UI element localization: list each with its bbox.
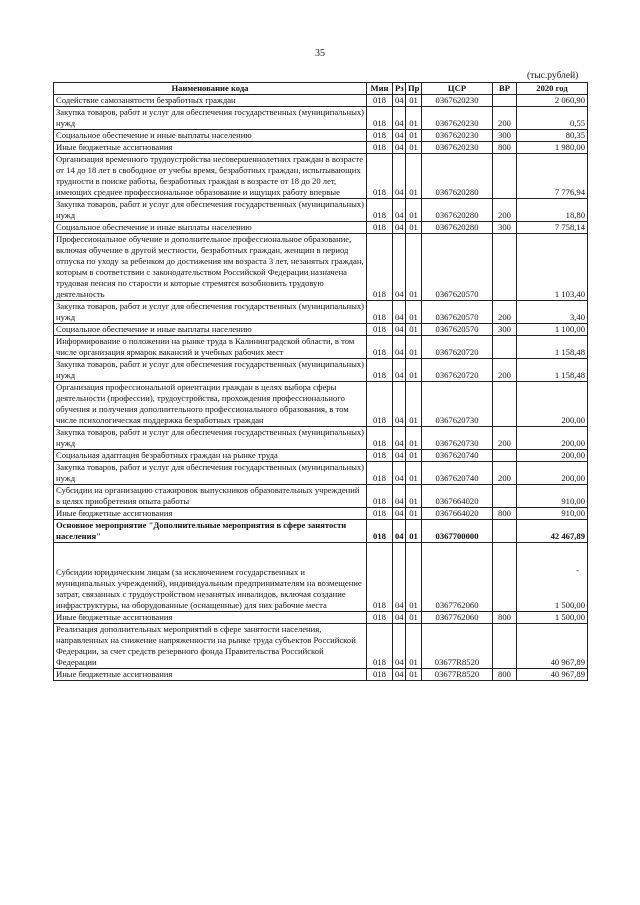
cell-name: Закупка товаров, работ и услуг для обеспечения государственных (муниципальных) нужд [54, 359, 367, 382]
cell-min: 018 [367, 107, 393, 130]
cell-amount: 910,00 [517, 508, 588, 520]
header-rz: Рз [393, 83, 406, 95]
units-note: (тыс.рублей) [527, 71, 579, 81]
cell-name: Информирование о положении на рынке труда в Калининградской области, в том числе организация ярмарок вакансий и учебных рабочих мест [54, 336, 367, 359]
cell-csr: 0367664020 [422, 485, 493, 508]
cell-csr: 03677R8520 [422, 624, 493, 669]
cell-vr: 200 [493, 359, 517, 382]
cell-min: 018 [367, 427, 393, 450]
cell-rz: 04 [393, 142, 406, 154]
cell-rz: 04 [393, 485, 406, 508]
cell-rz: 04 [393, 130, 406, 142]
header-csr: ЦСР [422, 83, 493, 95]
cell-amount: 1 103,40 [517, 234, 588, 301]
cell-min: 018 [367, 154, 393, 199]
table-row [54, 142, 588, 154]
cell-pr: 01 [406, 382, 422, 427]
cell-vr [493, 336, 517, 359]
header-min: Мин [367, 83, 393, 95]
cell-pr: 01 [406, 462, 422, 485]
table-row [54, 543, 588, 612]
cell-name: Закупка товаров, работ и услуг для обеспечения государственных (муниципальных) нужд [54, 107, 367, 130]
cell-name: Иные бюджетные ассигнования [54, 508, 367, 520]
cell-rz: 04 [393, 462, 406, 485]
cell-name: Реализация дополнительных мероприятий в сфере занятости населения, направленных на снижение напряженности на рынке труда субъектов Российской Федерации, за счет средств резервного фонда Правительства Российской Федерации [54, 624, 367, 669]
cell-csr: 0367620230 [422, 142, 493, 154]
cell-rz: 04 [393, 324, 406, 336]
table-row [54, 324, 588, 336]
cell-pr: 01 [406, 612, 422, 624]
header-vr: ВР [493, 83, 517, 95]
cell-min: 018 [367, 336, 393, 359]
cell-pr: 01 [406, 543, 422, 612]
cell-name: Профессиональное обучение и дополнительное профессиональное образование, включая обучение в другой местности, безработных граждан, женщин в период отпуска по уходу за ребенком до достижения им возраста 3 лет, незанятых граждан, которым в соответствии с законодательством Российской Федерации назначена трудовая пенсия по старости и которые стремятся возобновить трудовую деятельность [54, 234, 367, 301]
cell-pr: 01 [406, 154, 422, 199]
cell-rz: 04 [393, 543, 406, 612]
cell-vr [493, 450, 517, 462]
cell-amount: 1 980,00 [517, 142, 588, 154]
cell-min: 018 [367, 95, 393, 107]
cell-pr: 01 [406, 130, 422, 142]
cell-rz: 04 [393, 359, 406, 382]
header-pr: Пр [406, 83, 422, 95]
cell-name: Социальное обеспечение и иные выплаты населению [54, 130, 367, 142]
cell-pr: 01 [406, 520, 422, 543]
cell-pr: 01 [406, 95, 422, 107]
table-row [54, 450, 588, 462]
cell-vr [493, 95, 517, 107]
cell-name: Закупка товаров, работ и услуг для обеспечения государственных (муниципальных) нужд [54, 301, 367, 324]
cell-rz: 04 [393, 520, 406, 543]
cell-csr: 0367620280 [422, 199, 493, 222]
cell-vr: 200 [493, 107, 517, 130]
table-row [54, 624, 588, 669]
table-row [54, 612, 588, 624]
cell-csr: 0367620280 [422, 154, 493, 199]
page-number: 35 [315, 48, 325, 59]
cell-min: 018 [367, 130, 393, 142]
cell-vr [493, 485, 517, 508]
cell-pr: 01 [406, 624, 422, 669]
cell-name: Содействие самозанятости безработных граждан [54, 95, 367, 107]
cell-min: 018 [367, 234, 393, 301]
table-row [54, 520, 588, 543]
table-row [54, 107, 588, 130]
cell-rz: 04 [393, 234, 406, 301]
table-row [54, 154, 588, 199]
cell-pr: 01 [406, 427, 422, 450]
cell-amount: 200,00 [517, 462, 588, 485]
cell-amount: 42 467,89 [517, 520, 588, 543]
cell-rz: 04 [393, 508, 406, 520]
cell-min: 018 [367, 222, 393, 234]
cell-name: Закупка товаров, работ и услуг для обеспечения государственных (муниципальных) нужд [54, 462, 367, 485]
cell-rz: 04 [393, 222, 406, 234]
cell-vr: 800 [493, 142, 517, 154]
cell-vr [493, 624, 517, 669]
cell-rz: 04 [393, 612, 406, 624]
cell-vr: 200 [493, 462, 517, 485]
cell-amount: 2 060,90 [517, 95, 588, 107]
cell-csr: 0367620570 [422, 301, 493, 324]
cell-pr: 01 [406, 336, 422, 359]
cell-csr: 0367700000 [422, 520, 493, 543]
table-row [54, 462, 588, 485]
cell-rz: 04 [393, 154, 406, 199]
cell-amount: 80,35 [517, 130, 588, 142]
cell-csr: 03677R8520 [422, 669, 493, 681]
cell-rz: 04 [393, 336, 406, 359]
cell-csr: 0367762060 [422, 543, 493, 612]
cell-amount: 200,00 [517, 382, 588, 427]
cell-amount: 40 967,89 [517, 624, 588, 669]
cell-min: 018 [367, 301, 393, 324]
header-amount: 2020 год [517, 83, 588, 95]
cell-name: Социальное обеспечение и иные выплаты населению [54, 222, 367, 234]
cell-rz: 04 [393, 301, 406, 324]
table-row [54, 199, 588, 222]
table-row [54, 95, 588, 107]
cell-name: Иные бюджетные ассигнования [54, 612, 367, 624]
table-row [54, 485, 588, 508]
cell-vr: 800 [493, 508, 517, 520]
cell-csr: 0367620730 [422, 382, 493, 427]
cell-name: Основное мероприятие "Дополнительные мероприятия в сфере занятости населения" [54, 520, 367, 543]
cell-csr: 0367620280 [422, 222, 493, 234]
cell-name: Социальная адаптация безработных граждан на рынке труда [54, 450, 367, 462]
cell-name: Иные бюджетные ассигнования [54, 669, 367, 681]
cell-vr: 200 [493, 427, 517, 450]
cell-csr: 0367620740 [422, 450, 493, 462]
cell-name: Социальное обеспечение и иные выплаты населению [54, 324, 367, 336]
cell-min: 018 [367, 543, 393, 612]
cell-vr [493, 520, 517, 543]
cell-amount: 1 500,00 [517, 612, 588, 624]
cell-vr: 200 [493, 301, 517, 324]
table-row [54, 301, 588, 324]
cell-amount: 7 776,94 [517, 154, 588, 199]
cell-min: 018 [367, 624, 393, 669]
cell-min: 018 [367, 520, 393, 543]
header-name: Наименование кода [54, 83, 367, 95]
dash-mark: - [576, 565, 579, 575]
cell-vr: 800 [493, 669, 517, 681]
cell-amount [517, 543, 588, 612]
cell-csr: 0367620230 [422, 95, 493, 107]
cell-rz: 04 [393, 199, 406, 222]
cell-rz: 04 [393, 450, 406, 462]
cell-amount: 40 967,89 [517, 669, 588, 681]
table-row [54, 382, 588, 427]
amount-value: 1 500,00 [554, 600, 585, 610]
cell-name: Закупка товаров, работ и услуг для обеспечения государственных (муниципальных) нужд [54, 199, 367, 222]
cell-vr: 300 [493, 222, 517, 234]
cell-vr: 300 [493, 130, 517, 142]
cell-name: Иные бюджетные ассигнования [54, 142, 367, 154]
cell-pr: 01 [406, 199, 422, 222]
cell-pr: 01 [406, 142, 422, 154]
cell-amount: 3,40 [517, 301, 588, 324]
cell-rz: 04 [393, 669, 406, 681]
cell-pr: 01 [406, 107, 422, 130]
cell-csr: 0367620730 [422, 427, 493, 450]
cell-vr [493, 543, 517, 612]
table-header-row [54, 83, 588, 95]
cell-name: Организация временного трудоустройства несовершеннолетних граждан в возрасте от 14 до 18 лет в свободное от учебы время, безработных граждан, испытывающих трудности в поиске работы, безработных граждан в возрасте от 18 до 20 лет, имеющих среднее профессиональное образование и ищущих работу впервые [54, 154, 367, 199]
cell-min: 018 [367, 382, 393, 427]
cell-amount: 1 158,48 [517, 359, 588, 382]
cell-amount: 18,80 [517, 199, 588, 222]
cell-amount: 1 158,48 [517, 336, 588, 359]
table-row [54, 222, 588, 234]
cell-pr: 01 [406, 508, 422, 520]
table-row [54, 234, 588, 301]
cell-vr: 200 [493, 199, 517, 222]
cell-name: Закупка товаров, работ и услуг для обеспечения государственных (муниципальных) нужд [54, 427, 367, 450]
cell-name: Организация профессиональной ориентации граждан в целях выбора сферы деятельности (профессии), трудоустройства, прохождения профессионального обучения и получения дополнительного профессионального образования, в том числе психологическая поддержка безработных граждан [54, 382, 367, 427]
table-row [54, 508, 588, 520]
cell-csr: 0367620230 [422, 107, 493, 130]
cell-csr: 0367620230 [422, 130, 493, 142]
cell-min: 018 [367, 508, 393, 520]
cell-rz: 04 [393, 427, 406, 450]
cell-min: 018 [367, 669, 393, 681]
cell-csr: 0367620720 [422, 336, 493, 359]
table-row [54, 427, 588, 450]
cell-rz: 04 [393, 382, 406, 427]
cell-pr: 01 [406, 359, 422, 382]
cell-pr: 01 [406, 234, 422, 301]
cell-rz: 04 [393, 95, 406, 107]
cell-pr: 01 [406, 222, 422, 234]
cell-min: 018 [367, 199, 393, 222]
cell-pr: 01 [406, 324, 422, 336]
cell-vr [493, 154, 517, 199]
cell-vr [493, 234, 517, 301]
table-row [54, 669, 588, 681]
cell-name: Субсидии юридическим лицам (за исключением государственных и муниципальных учреждений), индивидуальным предпринимателям на возмещение затрат, связанных с трудоустройством незанятых инвалидов, включая создание инфраструктуры, на оборудованные (оснащенные) для них рабочие места [54, 543, 367, 612]
cell-pr: 01 [406, 669, 422, 681]
cell-amount: 1 100,00 [517, 324, 588, 336]
cell-vr: 300 [493, 324, 517, 336]
cell-csr: 0367762060 [422, 612, 493, 624]
cell-csr: 0367620740 [422, 462, 493, 485]
cell-vr [493, 382, 517, 427]
cell-csr: 0367664020 [422, 508, 493, 520]
cell-amount: 200,00 [517, 427, 588, 450]
cell-rz: 04 [393, 624, 406, 669]
cell-pr: 01 [406, 485, 422, 508]
cell-amount: 7 758,14 [517, 222, 588, 234]
cell-min: 018 [367, 450, 393, 462]
cell-vr: 800 [493, 612, 517, 624]
cell-min: 018 [367, 142, 393, 154]
cell-min: 018 [367, 462, 393, 485]
budget-table [53, 82, 588, 681]
cell-csr: 0367620720 [422, 359, 493, 382]
cell-name: Субсидии на организацию стажировок выпускников образовательных учреждений в целях приобретения опыта работы [54, 485, 367, 508]
cell-min: 018 [367, 485, 393, 508]
cell-amount: 910,00 [517, 485, 588, 508]
cell-amount: 200,00 [517, 450, 588, 462]
cell-csr: 0367620570 [422, 234, 493, 301]
cell-min: 018 [367, 324, 393, 336]
cell-csr: 0367620570 [422, 324, 493, 336]
cell-min: 018 [367, 359, 393, 382]
cell-pr: 01 [406, 301, 422, 324]
cell-min: 018 [367, 612, 393, 624]
cell-rz: 04 [393, 107, 406, 130]
table-row [54, 359, 588, 382]
cell-amount: 0,55 [517, 107, 588, 130]
table-row [54, 336, 588, 359]
cell-pr: 01 [406, 450, 422, 462]
table-row [54, 130, 588, 142]
